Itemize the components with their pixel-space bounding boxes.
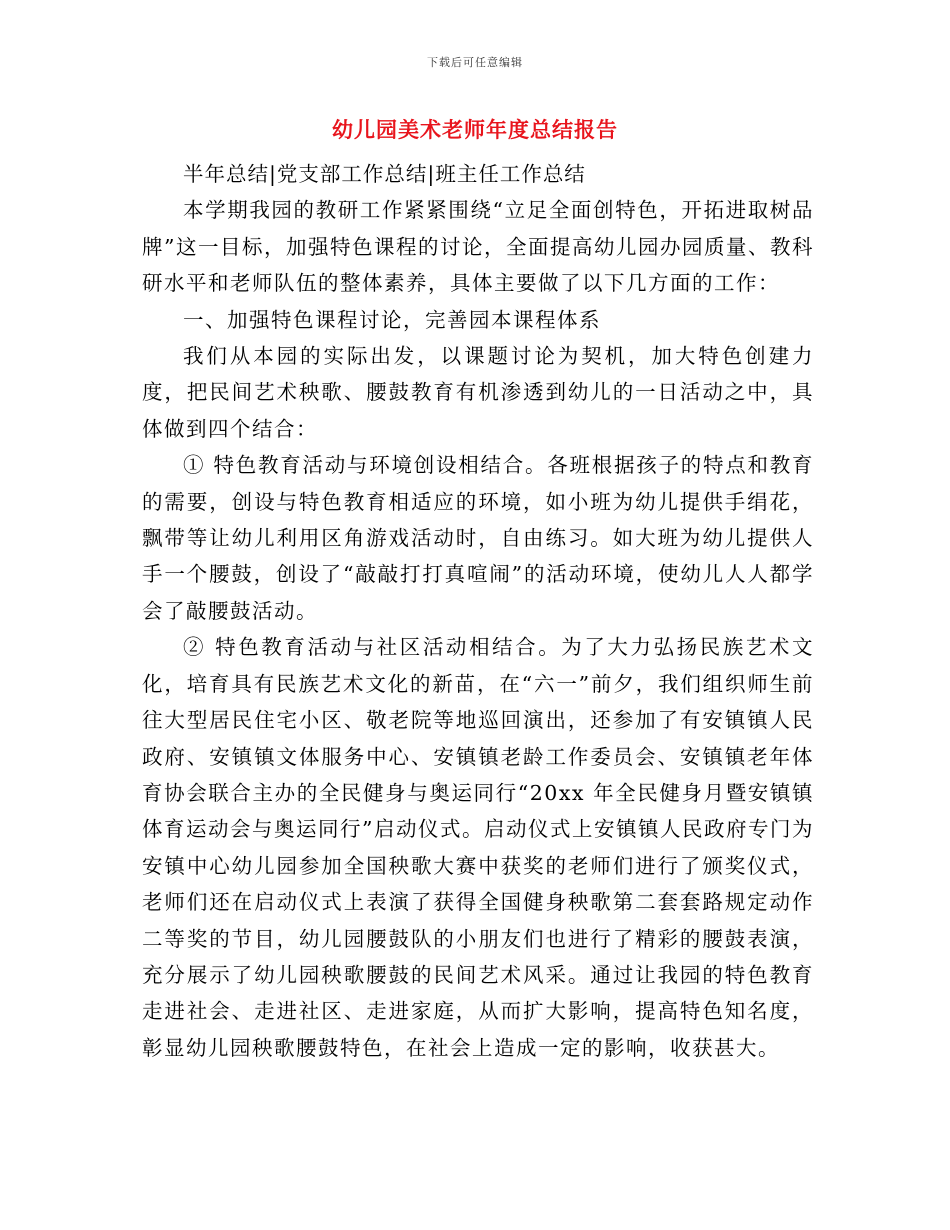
section-intro-paragraph: 我们从本园的实际出发，以课题讨论为契机，加大特色创建力度，把民间艺术秧歌、腰鼓教育有机渗透到幼儿的一日活动之中，具体做到四个结合： [142,344,814,441]
document-body [142,156,814,1066]
document-title: 幼儿园美术老师年度总结报告 [332,117,618,142]
point-two-paragraph: ② 特色教育活动与社区活动相结合。为了大力弘扬民族艺术文化，培育具有民族艺术文化的新苗，在“六一”前夕，我们组织师生前往大型居民住宅小区、敬老院等地巡回演出，还参加了有安镇镇人民政府、安镇镇文体服务中心、安镇镇老龄工作委员会、安镇镇老年体育协会联合主办的全民健身与奥运同行“20xx 年全民健身月暨安镇镇体育运动会与奥运同行”启动仪式。启动仪式上安镇镇人民政府专门为安镇中心幼儿园参加全国秧歌大赛中获奖的老师们进行了颁奖仪式，老师们还在启动仪式上表演了获得全国健身秧歌第二套套路规定动作二等奖的节目，幼儿园腰鼓队的小朋友们也进行了精彩的腰鼓表演，充分展示了幼儿园秧歌腰鼓的民间艺术风采。通过让我园的特色教育走进社会、走进社区、走进家庭，从而扩大影响，提高特色知名度，彰显幼儿园秧歌腰鼓特色，在社会上造成一定的影响，收获甚大。 [142,635,814,1060]
intro-paragraph: 本学期我园的教研工作紧紧围绕“立足全面创特色，开拓进取树品牌”这一目标，加强特色课程的讨论，全面提高幼儿园办园质量、教科研水平和老师队伍的整体素养，具体主要做了以下几方面的工作： [142,198,814,296]
point-one-paragraph: ① 特色教育活动与环境创设相结合。各班根据孩子的特点和教育的需要，创设与特色教育相适应的环境，如小班为幼儿提供手绢花，飘带等让幼儿利用区角游戏活动时，自由练习。如大班为幼儿提供人手一个腰鼓，创设了“敲敲打打真喧闹”的活动环境，使幼儿人人都学会了敲腰鼓活动。 [142,453,814,623]
section-heading: 一、加强特色课程讨论，完善园本课程体系 [183,307,601,332]
category-line: 半年总结|党支部工作总结|班主任工作总结 [183,162,586,186]
page-header-note: 下载后可任意编辑 [427,56,523,69]
